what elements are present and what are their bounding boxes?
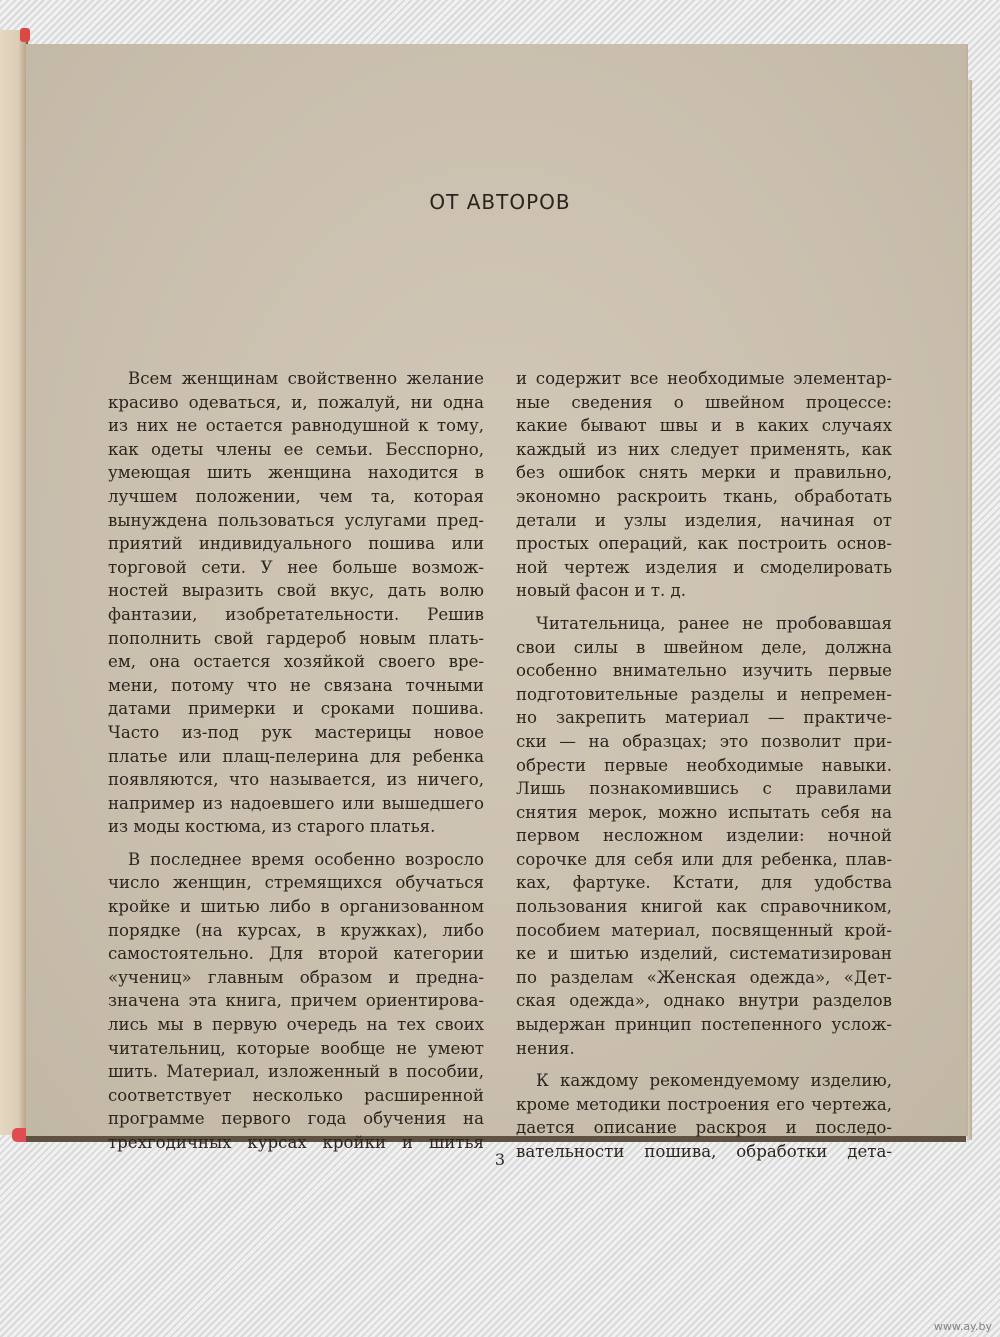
- text-line: Лишь познакомившись с правилами: [516, 779, 892, 799]
- text-line: красиво одеваться, и, пожалуй, ни одна: [108, 392, 484, 412]
- text-line: порядке (на курсах, в кружках), либо: [108, 920, 484, 940]
- text-line: читательниц, которые вообще не умеют: [108, 1038, 484, 1058]
- text-column-right: [516, 367, 892, 1164]
- text-line: фантазии, изобретательности. Решив: [108, 604, 484, 624]
- text-line: вательности пошива, обработки дета-: [516, 1142, 892, 1161]
- text-line: какие бывают швы и в каких случаях: [516, 416, 892, 436]
- text-line: трехгодичных курсах кройки и шитья: [108, 1133, 484, 1152]
- text-line: ностей выразить свой вкус, дать волю: [108, 581, 484, 601]
- text-line: число женщин, стремящихся обучаться: [108, 873, 484, 893]
- text-line: экономно раскроить ткань, обработать: [516, 486, 892, 506]
- text-line: шить. Материал, изложенный в пособии,: [108, 1062, 484, 1082]
- text-line: вынуждена пользоваться услугами пред-: [108, 510, 484, 530]
- text-line: каждый из них следует применять, как: [516, 439, 892, 459]
- paragraph: [516, 612, 892, 1060]
- text-line: подготовительные разделы и непремен-: [516, 684, 892, 704]
- paragraph-gap: [516, 603, 892, 612]
- text-line: ной чертеж изделия и смоделировать: [516, 557, 892, 577]
- page-title: ОТ АВТОРОВ: [429, 190, 571, 214]
- paragraph-gap: [108, 839, 484, 848]
- text-line: Всем женщинам свойственно желание: [128, 369, 484, 388]
- text-line: соответствует несколько расширенной: [108, 1085, 484, 1105]
- text-line: «учениц» главным образом и предна-: [108, 967, 484, 987]
- text-line: программе первого года обучения на: [108, 1109, 484, 1129]
- text-line: пособием материал, посвященный крой-: [516, 920, 892, 940]
- text-line: самостоятельно. Для второй категории: [108, 944, 484, 964]
- text-line: новый фасон и т. д.: [516, 581, 686, 601]
- text-line: умеющая шить женщина находится в: [108, 463, 484, 483]
- text-line: особенно внимательно изучить первые: [516, 661, 892, 681]
- text-line: свои силы в швейном деле, должна: [516, 637, 892, 657]
- text-line: ные сведения о швейном процессе:: [516, 392, 892, 412]
- text-line: дается описание раскроя и последо-: [516, 1118, 892, 1138]
- text-line: из них не остается равнодушной к тому,: [108, 416, 484, 436]
- paragraph: [516, 367, 892, 603]
- text-line: как одеты члены ее семьи. Бесспорно,: [108, 439, 484, 459]
- text-line: Читательница, ранее не пробовавшая: [536, 613, 892, 633]
- text-line: пользования книгой как справочником,: [516, 897, 892, 917]
- text-line: кройке и шитью либо в организованном: [108, 897, 484, 917]
- text-line: сорочке для себя или для ребенка, плав-: [516, 849, 892, 869]
- text-line: ская одежда», однако внутри разделов: [516, 991, 892, 1011]
- paragraph: [108, 848, 484, 1155]
- text-line: детали и узлы изделия, начиная от: [516, 510, 892, 530]
- binding-corner-top: [20, 28, 30, 42]
- text-line: появляются, что называется, из ничего,: [108, 770, 484, 790]
- paragraph-gap: [516, 1060, 892, 1069]
- page-edge: [966, 80, 972, 1140]
- text-line: торговой сети. У нее больше возмож-: [108, 557, 484, 577]
- text-line: без ошибок снять мерки и правильно,: [516, 463, 892, 483]
- text-line: Часто из-под рук мастерицы новое: [108, 722, 484, 742]
- text-line: лучшем положении, чем та, которая: [108, 486, 484, 506]
- text-line: К каждому рекомендуемому изделию,: [536, 1071, 892, 1091]
- text-line: ке и шитью изделий, систематизирован: [516, 944, 892, 964]
- text-line: простых операций, как построить основ-: [516, 534, 892, 554]
- text-line: обрести первые необходимые навыки.: [516, 755, 892, 775]
- text-column-left: [108, 367, 484, 1155]
- text-line: из моды костюма, из старого платья.: [108, 817, 436, 837]
- text-line: значена эта книга, причем ориентирова-: [108, 991, 484, 1011]
- text-line: пополнить свой гардероб новым плать-: [108, 628, 484, 648]
- text-line: платье или плащ-пелерина для ребенка: [108, 746, 484, 766]
- text-line: снятия мерок, можно испытать себя на: [516, 802, 892, 822]
- text-line: выдержан принцип постепенного услож-: [516, 1015, 892, 1035]
- text-line: В последнее время особенно возросло: [128, 849, 484, 869]
- watermark: www.ay.by: [933, 1320, 992, 1333]
- page-number: 3: [494, 1150, 506, 1169]
- text-line: по разделам «Женская одежда», «Дет-: [516, 967, 892, 987]
- text-line: ках, фартуке. Кстати, для удобства: [516, 873, 892, 893]
- text-line: приятий индивидуального пошива или: [108, 534, 484, 554]
- text-line: ем, она остается хозяйкой своего вре-: [108, 652, 484, 672]
- text-line: кроме методики построения его чертежа,: [516, 1094, 892, 1114]
- text-line: но закрепить материал — практиче-: [516, 708, 892, 728]
- text-line: первом несложном изделии: ночной: [516, 826, 892, 846]
- text-line: и содержит все необходимые элементар-: [516, 369, 892, 388]
- text-line: мени, потому что не связана точными: [108, 675, 484, 695]
- text-line: ски — на образцах; это позволит при-: [516, 731, 892, 751]
- text-line: лись мы в первую очередь на тех своих: [108, 1015, 484, 1035]
- text-line: например из надоевшего или вышедшего: [108, 793, 484, 813]
- text-line: датами примерки и сроками пошива.: [108, 699, 484, 719]
- text-line: нения.: [516, 1038, 575, 1058]
- paragraph: [108, 367, 484, 839]
